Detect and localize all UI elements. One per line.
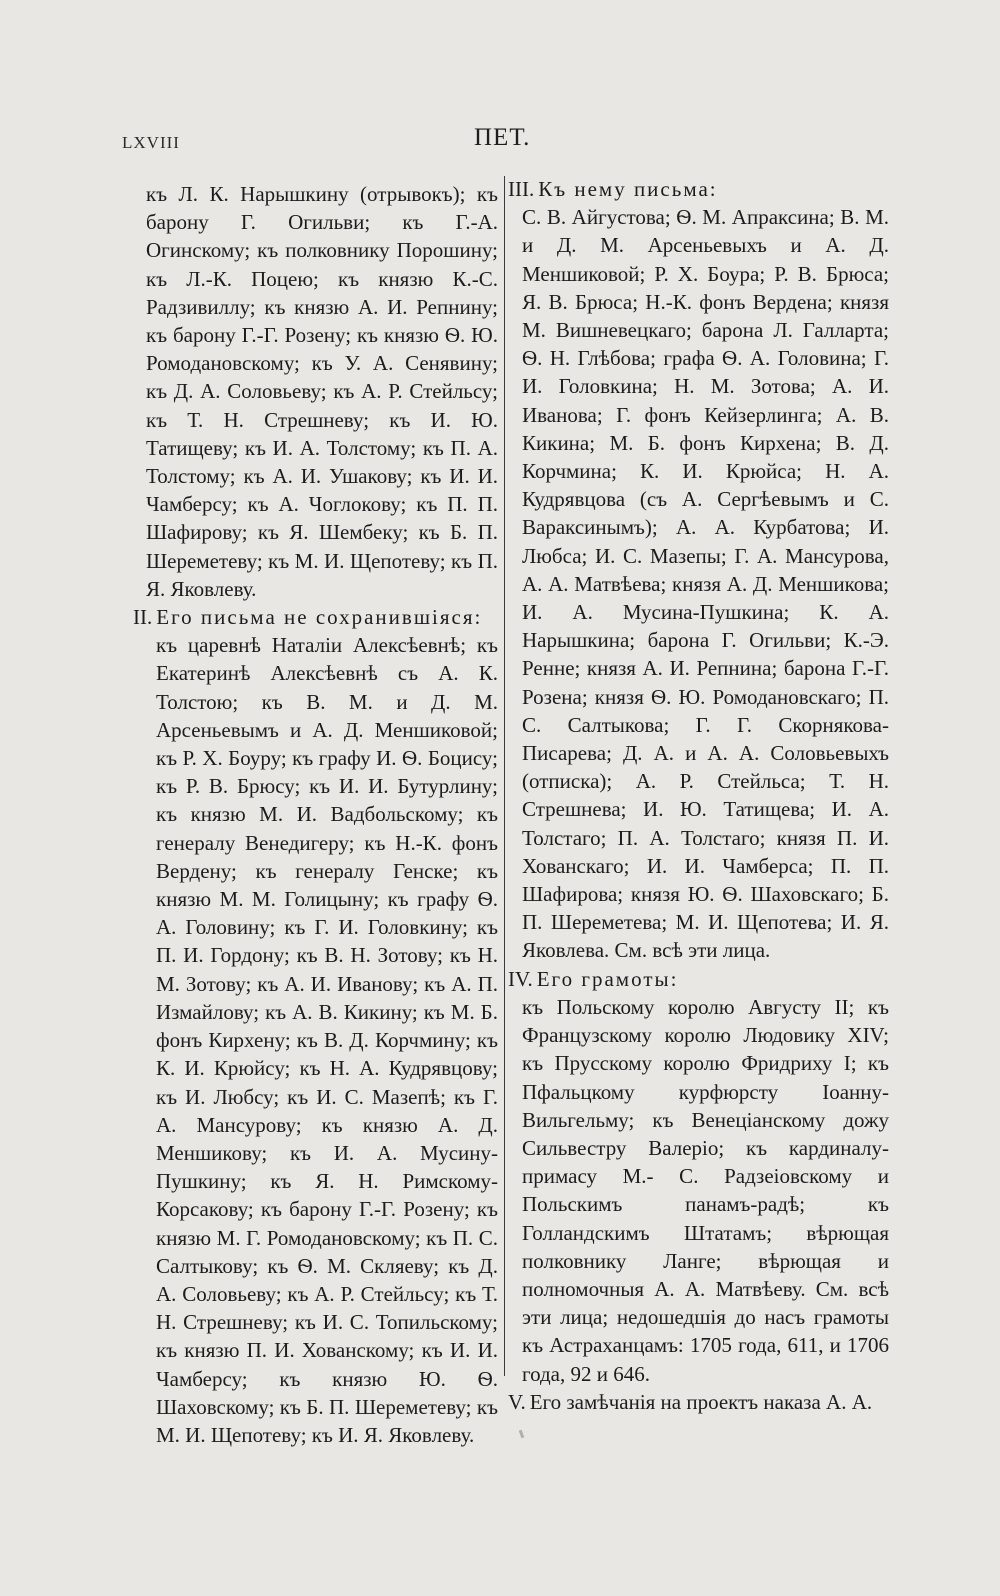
section-iii-heading-line xyxy=(508,175,889,203)
page-number: LXVIII xyxy=(122,133,180,152)
continued-letters-text: къ Л. К. Нарышкину (отрывокъ); къ барону Г. Огильви; къ Г.-А. Огинскому; къ полковнику Порошину; къ Л.-К. Поцею; къ князю К.-С. Радзивиллу; къ князю А. И. Репнину; къ барону Г.-Г. Розену; къ князю Ѳ. Ю. Ромодановскому; къ У. А. Сенявину; къ Д. А. Соловьеву; къ А. Р. Стейльсу; къ Т. Н. Стрешневу; къ И. Ю. Татищеву; къ И. А. Толстому; къ П. А. Толстому; къ А. И. Ушакову; къ И. И. Чамберсу; къ А. Чоглокову; къ П. П. Шафирову; къ Я. Шембеку; къ Б. П. Шереметеву; къ М. И. Щепотеву; къ П. Я. Яковлеву. xyxy=(146,182,498,601)
section-iv-heading: Его грамоты: xyxy=(536,966,679,991)
running-head: ПЕТ. xyxy=(474,124,531,151)
column-divider xyxy=(504,176,505,1376)
section-iv-heading-line xyxy=(508,965,889,993)
section-iii xyxy=(508,175,889,965)
section-iv-text: къ Польскому королю Августу II; къ Французскому королю Людовику XIV; къ Прусскому королю Фридриху I; къ Пфальцкому курфюрсту Іоанну-Вильгельму; къ Венеціанскому дожу Сильвестру Валеріо; къ кардиналу-примасу М.- С. Радзеіовскому и Польскимъ панамъ-радѣ; къ Голландскимъ Штатамъ; вѣрющая полковнику Ланге; вѣрющая и полномочныя А. А. Матвѣеву. См. всѣ эти лица; недошедшія до насъ грамоты къ Астраханцамъ: 1705 года, 611, и 1706 года, 92 и 646. xyxy=(522,994,889,1386)
section-iv xyxy=(508,965,889,1388)
section-iii-number: III. xyxy=(508,177,535,201)
left-column xyxy=(133,180,498,1449)
section-ii-heading-line xyxy=(133,603,498,631)
section-v-number: V. xyxy=(508,1389,526,1414)
section-ii-number: II. xyxy=(133,605,153,630)
section-iii-text: С. В. Айгустова; Ѳ. М. Апраксина; В. М. и Д. М. Арсеньевыхъ и А. Д. Меншиковой; Р. Х. Боура; Р. В. Брюса; Я. В. Брюса; Н.-К. фонъ Вердена; князя М. Вишневецкаго; барона Л. Галларта; Ѳ. Н. Глѣбова; графа Ѳ. А. Головина; Г. И. Головкина; Н. М. Зотова; А. И. Иванова; Г. фонъ Кейзерлинга; А. В. Кикина; М. Б. фонъ Кирхена; В. Д. Корчмина; К. И. Крюйса; Н. А. Кудрявцова (съ А. Сергѣевымъ и С. Вараксинымъ); А. А. Курбатова; И. Любса; И. С. Мазепы; Г. А. Мансурова, А. А. Матвѣева; князя А. Д. Меншикова; И. А. Мусина-Пушкина; К. А. Нарышкина; барона Г. Огильви; К.-Э. Ренне; князя А. И. Репнина; барона Г.-Г. Розена; князя Ѳ. Ю. Ромодановскаго; П. С. Салтыкова; Г. Г. Скорнякова-Писарева; Д. А. и А. А. Соловьевыхъ (отписка); А. Р. Стейльса; Т. Н. Стрешнева; И. Ю. Татищева; И. А. Толстаго; П. А. Толстаго; князя П. И. Хованскаго; И. И. Чамберса; П. П. Шафирова; князя Ю. Ѳ. Шаховскаго; Б. П. Шереметева; М. И. Щепотева; И. Я. Яковлева. См. всѣ эти лица. xyxy=(522,205,889,963)
paper-speck xyxy=(519,1430,525,1439)
section-iv-number: IV. xyxy=(508,966,533,991)
section-v-line xyxy=(508,1388,889,1416)
right-column xyxy=(508,175,889,1416)
continued-letters-list xyxy=(133,180,498,603)
section-v xyxy=(508,1388,889,1416)
section-iii-heading: Къ нему письма: xyxy=(538,177,718,201)
section-ii xyxy=(133,603,498,1449)
section-ii-text: къ царевнѣ Наталіи Алексѣевнѣ; къ Екатеринѣ Алексѣевнѣ съ А. К. Толстою; къ В. М. и Д. М. Арсеньевымъ и А. Д. Меншиковой; къ Р. Х. Боуру; къ графу И. Ѳ. Боцису; къ Р. В. Брюсу; къ И. И. Бутурлину; къ князю М. И. Вадбольскому; къ генералу Венедигеру; къ Н.-К. фонъ Вердену; къ генералу Генске; къ князю М. М. Голицыну; къ графу Ѳ. А. Головину; къ Г. И. Головкину; къ П. И. Гордону; къ В. Н. Зотову; къ Н. М. Зотову; къ А. И. Иванову; къ А. П. Измайлову; къ А. В. Кикину; къ М. Б. фонъ Кирхену; къ В. Д. Корчмину; къ К. И. Крюйсу; къ Н. А. Кудрявцову; къ И. Любсу; къ И. С. Мазепѣ; къ Г. А. Мансурову; къ князю А. Д. Меншикову; къ И. А. Мусину-Пушкину; къ Я. Н. Римскому-Корсакову; къ барону Г.-Г. Розену; къ князю М. Г. Ромодановскому; къ П. С. Салтыкову; къ Ѳ. М. Скляеву; къ Д. А. Соловьеву; къ А. Р. Стейльсу; къ Т. Н. Стрешневу; къ И. С. Топильскому; къ князю П. И. Хованскому; къ И. И. Чамберсу; къ князю Ю. Ѳ. Шаховскому; къ Б. П. Шереметеву; къ М. И. Щепотеву; къ И. Я. Яковлеву. xyxy=(156,633,498,1447)
section-ii-heading: Его письма не сохранившіяся: xyxy=(156,605,483,630)
section-v-text: Его замѣчанія на проектъ наказа А. А. xyxy=(529,1389,873,1414)
